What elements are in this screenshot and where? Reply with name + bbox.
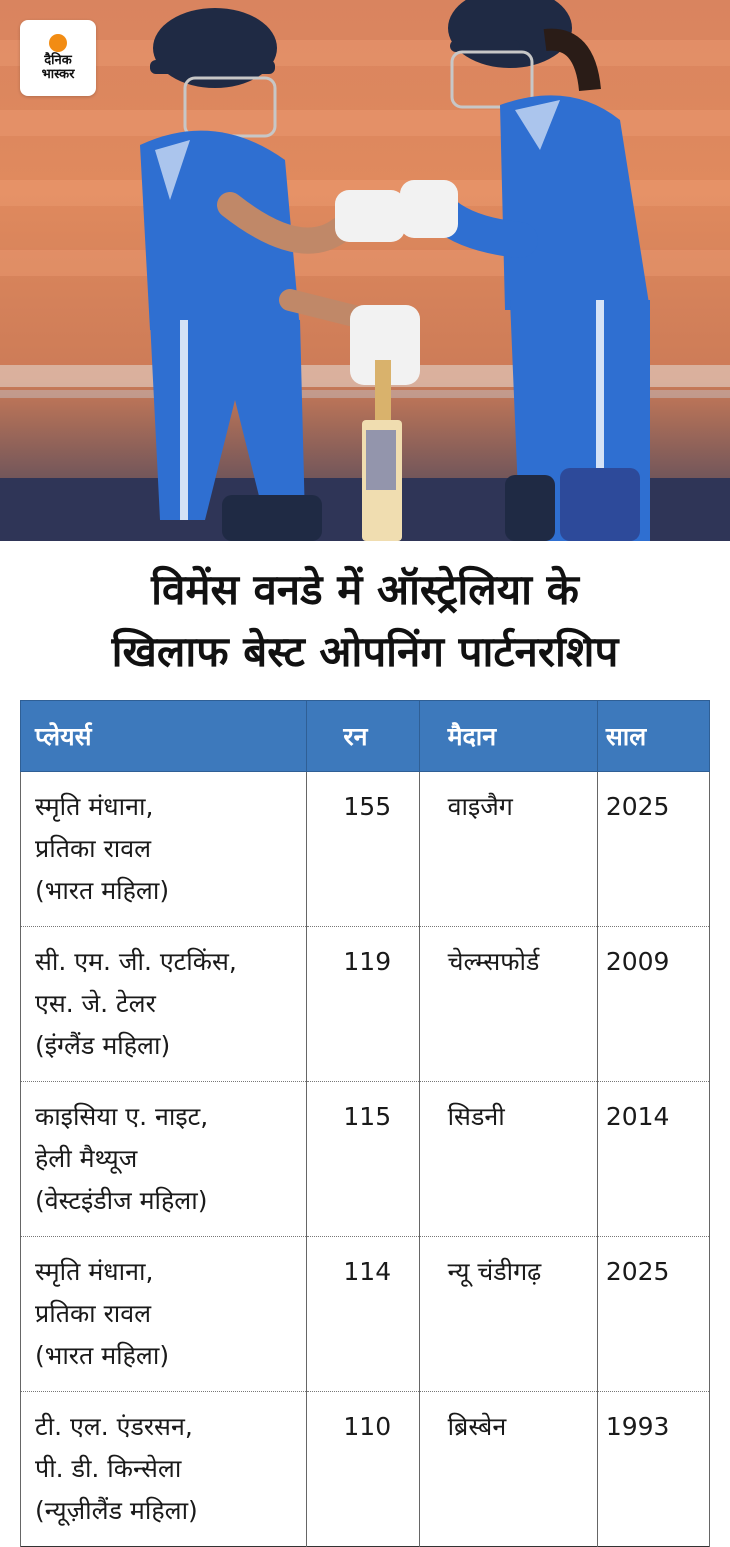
players-cell	[21, 1237, 307, 1392]
runs-cell: 155	[307, 772, 419, 927]
player-line: प्रतिका रावल	[35, 834, 152, 863]
player-line: टी. एल. एंडरसन,	[35, 1412, 193, 1441]
dainik-bhaskar-logo	[20, 20, 96, 96]
player-line: प्रतिका रावल	[35, 1299, 152, 1328]
table-row	[21, 1392, 710, 1547]
headline	[0, 541, 730, 683]
player-line: स्मृति मंधाना,	[35, 1257, 154, 1286]
header-venue: मैदान	[419, 701, 597, 772]
header-players: प्लेयर्स	[21, 701, 307, 772]
runs-cell: 114	[307, 1237, 419, 1392]
runs-cell: 115	[307, 1082, 419, 1237]
players-cell	[21, 772, 307, 927]
team-line: (भारत महिला)	[35, 1341, 170, 1370]
runs-cell: 110	[307, 1392, 419, 1547]
year-cell: 2009	[597, 927, 709, 1082]
year-cell: 2014	[597, 1082, 709, 1237]
players-cell	[21, 1392, 307, 1547]
player-line: एस. जे. टेलर	[35, 989, 156, 1018]
table-row	[21, 772, 710, 927]
player-line: स्मृति मंधाना,	[35, 792, 154, 821]
team-line: (वेस्टइंडीज महिला)	[35, 1186, 208, 1215]
team-line: (न्यूज़ीलैंड महिला)	[35, 1496, 198, 1525]
table-row	[21, 1237, 710, 1392]
team-line: (इंग्लैंड महिला)	[35, 1031, 171, 1060]
logo-text-line2: भास्कर	[41, 67, 75, 82]
team-line: (भारत महिला)	[35, 876, 170, 905]
headline-line2: खिलाफ बेस्ट ओपनिंग पार्टनरशिप	[111, 627, 619, 676]
player-line: हेली मैथ्यूज	[35, 1144, 138, 1173]
table-row	[21, 927, 710, 1082]
player-line: काइसिया ए. नाइट,	[35, 1102, 209, 1131]
right-player	[400, 0, 650, 541]
cricket-bat	[362, 360, 402, 541]
table-row	[21, 1082, 710, 1237]
players-cell	[21, 1082, 307, 1237]
venue-cell: ब्रिस्बेन	[419, 1392, 597, 1547]
year-cell: 1993	[597, 1392, 709, 1547]
venue-cell: चेल्म्सफोर्ड	[419, 927, 597, 1082]
player-line: सी. एम. जी. एटकिंस,	[35, 947, 237, 976]
year-cell: 2025	[597, 772, 709, 927]
table-header-row	[21, 701, 710, 772]
players-illustration	[0, 0, 730, 541]
player-line: पी. डी. किन्सेला	[35, 1454, 182, 1483]
headline-line1: विमेंस वनडे में ऑस्ट्रेलिया के	[151, 565, 579, 614]
players-cell	[21, 927, 307, 1082]
logo-sun-icon	[49, 34, 67, 52]
year-cell: 2025	[597, 1237, 709, 1392]
header-year: साल	[597, 701, 709, 772]
header-runs: रन	[307, 701, 419, 772]
runs-cell: 119	[307, 927, 419, 1082]
venue-cell: न्यू चंडीगढ़	[419, 1237, 597, 1392]
hero-photo	[0, 0, 730, 541]
partnership-table	[20, 700, 710, 1547]
venue-cell: सिडनी	[419, 1082, 597, 1237]
venue-cell: वाइजैग	[419, 772, 597, 927]
logo-text-line1: दैनिक	[44, 53, 72, 68]
table-header	[21, 701, 710, 772]
